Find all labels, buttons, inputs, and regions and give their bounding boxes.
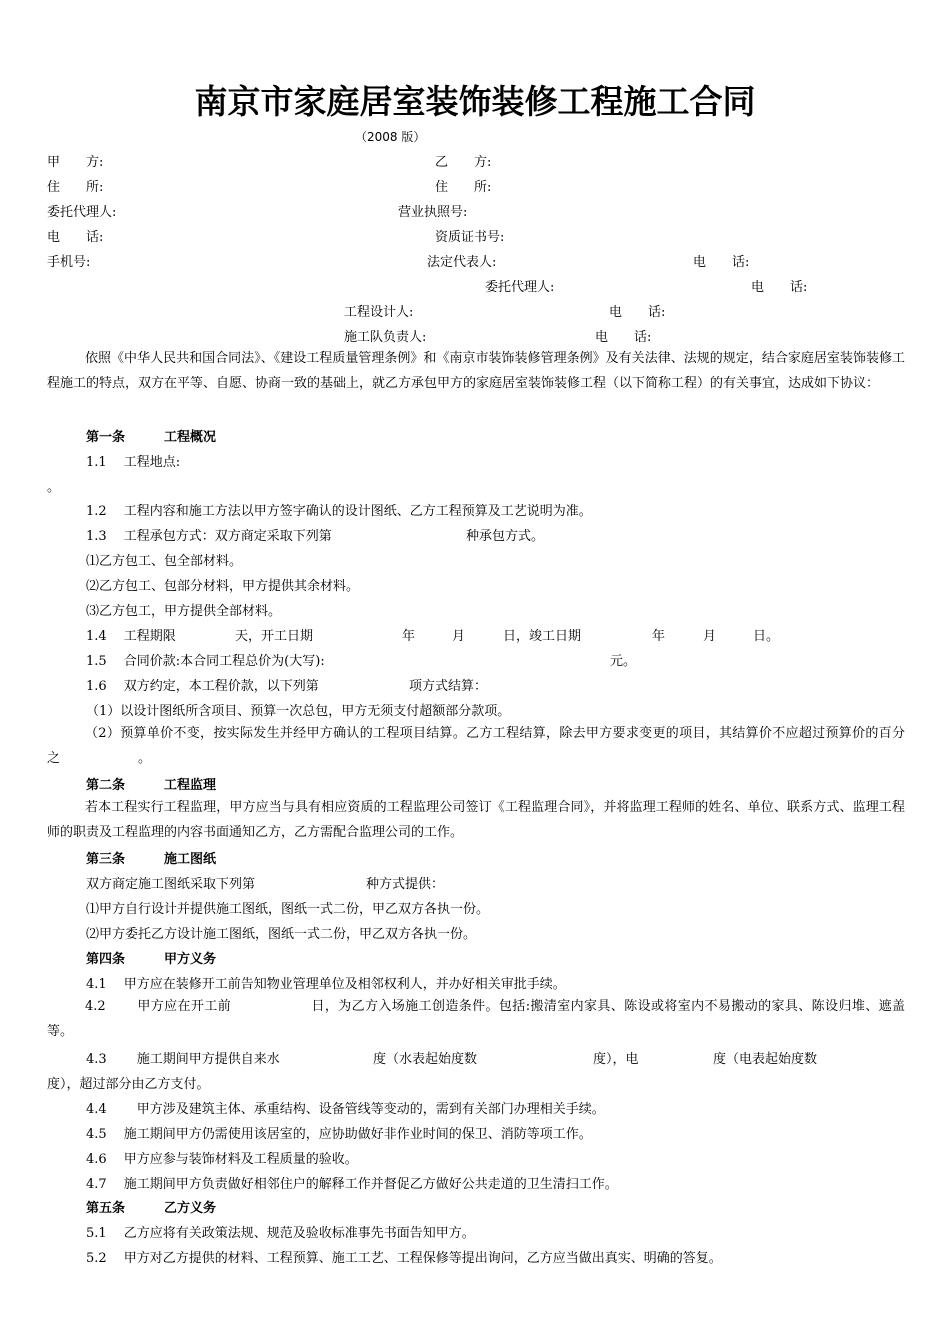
- clause-1-2: 1.2 工程内容和施工方法以甲方签字确认的设计图纸、乙方工程预算及工艺说明为准。: [86, 504, 592, 519]
- party-b-agent-phone: 电 话:: [751, 280, 808, 295]
- article-3-heading: 第三条 施工图纸: [86, 852, 217, 867]
- clause-4-3-end: 度），超过部分由乙方支付。: [47, 1077, 210, 1092]
- party-b-address: 住 所:: [435, 180, 492, 195]
- party-a-agent: 委托代理人:: [47, 205, 117, 220]
- party-a-mobile: 手机号:: [47, 255, 91, 270]
- clause-1-1: 1.1 工程地点:: [86, 455, 181, 470]
- drawing-option-2: ⑵甲方委托乙方设计施工图纸，图纸一式二份，甲乙双方各执一份。: [86, 927, 477, 942]
- drawing-option-1: ⑴甲方自行设计并提供施工图纸，图纸一式二份，甲乙双方各执一份。: [86, 902, 490, 917]
- clause-4-3-water: 度（水表起始度数: [373, 1052, 478, 1067]
- article-2-text: 若本工程实行工程监理，甲方应当与具有相应资质的工程监理公司签订《工程监理合同》，并将监理工程师的姓名、单位、联系方式、监理工程师的职责及工程监理的内容书面通知乙方，乙方需配合监理公司的工作。: [47, 800, 905, 840]
- clause-1-5: 1.5 合同价款:本合同工程总价为(大写):: [86, 654, 325, 669]
- option-1: ⑴乙方包工、包全部材料。: [86, 554, 243, 569]
- party-b-legal-rep: 法定代表人:: [427, 255, 497, 270]
- clause-1-4-month: 月: [452, 629, 466, 644]
- clause-1-3-end: 种承包方式。: [466, 529, 545, 544]
- clause-4-2: 4.2 甲方应在开工前 日，为乙方入场施工创造条件。包括:搬清室内家具、陈设或将室内不易搬动的家具、陈设归堆、遮盖等。: [47, 999, 905, 1039]
- clause-4-7: 4.7 施工期间甲方负责做好相邻住户的解释工作并督促乙方做好公共走道的卫生清扫工作。: [86, 1177, 618, 1192]
- edition-label: （2008 版）: [355, 130, 426, 144]
- option-3: ⑶乙方包工，甲方提供全部材料。: [86, 604, 282, 619]
- party-b-certificate: 资质证书号:: [435, 230, 505, 245]
- clause-1-1-end: 。: [47, 480, 61, 495]
- party-a-phone: 电 话:: [47, 230, 104, 245]
- article-3-text-end: 种方式提供：: [366, 877, 445, 892]
- clause-1-4-year-2: 年: [652, 629, 666, 644]
- designer-phone: 电 话:: [609, 305, 666, 320]
- article-2-heading: 第二条 工程监理: [86, 778, 217, 793]
- clause-1-4-days: 天，开工日期: [235, 629, 314, 644]
- clause-4-5: 4.5 施工期间甲方仍需使用该居室的，应协助做好非作业时间的保卫、消防等项工作。: [86, 1127, 592, 1142]
- preamble-paragraph: 依照《中华人民共和国合同法》、《建设工程质量管理条例》和《南京市装饰装修管理条例》及有关法律、法规的规定，结合家庭居室装饰装修工程施工的特点，双方在平等、自愿、协商一致的基础上，就乙方承包甲方的家庭居室装饰装修工程（以下简称工程）的有关事宜，达成如下协议：: [47, 351, 905, 391]
- party-a-address: 住 所:: [47, 180, 104, 195]
- clause-1-4-end-date: 日，竣工日期: [503, 629, 582, 644]
- settlement-1: （1）以设计图纸所含项目、预算一次总包，甲方无须支付超额部分款项。: [86, 704, 511, 719]
- article-4-heading: 第四条 甲方义务: [86, 952, 217, 967]
- party-b-license: 营业执照号:: [398, 205, 468, 220]
- clause-4-6: 4.6 甲方应参与装饰材料及工程质量的验收。: [86, 1152, 358, 1167]
- clause-1-4-day-2: 日。: [753, 629, 780, 644]
- article-5-heading: 第五条 乙方义务: [86, 1201, 217, 1216]
- option-2: ⑵乙方包工、包部分材料，甲方提供其余材料。: [86, 579, 360, 594]
- clause-1-6-end: 项方式结算：: [409, 679, 488, 694]
- clause-1-4-year: 年: [402, 629, 416, 644]
- party-b-agent: 委托代理人:: [485, 280, 555, 295]
- clause-5-1: 5.1 乙方应将有关政策法规、规范及验收标准事先书面告知甲方。: [86, 1226, 475, 1241]
- article-1-heading: 第一条 工程概况: [86, 430, 217, 445]
- party-b-label: 乙 方:: [435, 155, 492, 170]
- foreman: 施工队负责人:: [344, 330, 427, 345]
- designer: 工程设计人:: [344, 305, 414, 320]
- article-3-text: 双方商定施工图纸采取下列第: [86, 877, 256, 892]
- clause-1-6: 1.6 双方约定，本工程价款，以下列第: [86, 679, 319, 694]
- clause-5-2: 5.2 甲方对乙方提供的材料、工程预算、施工工艺、工程保修等提出询问，乙方应当做出真实、明确的答复。: [86, 1251, 722, 1266]
- clause-4-3-electric: 度），电: [593, 1052, 639, 1067]
- clause-1-3: 1.3 工程承包方式：双方商定采取下列第: [86, 529, 332, 544]
- clause-4-1: 4.1 甲方应在装修开工前告知物业管理单位及相邻权利人，并办好相关审批手续。: [86, 977, 566, 992]
- clause-1-5-end: 元。: [610, 654, 637, 669]
- clause-1-4: 1.4 工程期限: [86, 629, 176, 644]
- clause-4-3: 4.3 施工期间甲方提供自来水: [86, 1052, 280, 1067]
- foreman-phone: 电 话:: [595, 330, 652, 345]
- clause-4-3-meter: 度（电表起始度数: [713, 1052, 818, 1067]
- document-title: 南京市家庭居室装饰装修工程施工合同: [194, 82, 756, 121]
- settlement-2: （2）预算单价不变，按实际发生并经甲方确认的工程项目结算。乙方工程结算，除去甲方要求变更的项目，其结算价不应超过预算价的百分之 。: [47, 726, 905, 766]
- clause-4-4: 4.4 甲方涉及建筑主体、承重结构、设备管线等变动的，需到有关部门办理相关手续。: [86, 1102, 605, 1117]
- party-a-label: 甲 方:: [47, 155, 104, 170]
- party-b-legal-rep-phone: 电 话:: [693, 255, 750, 270]
- clause-1-4-month-2: 月: [703, 629, 717, 644]
